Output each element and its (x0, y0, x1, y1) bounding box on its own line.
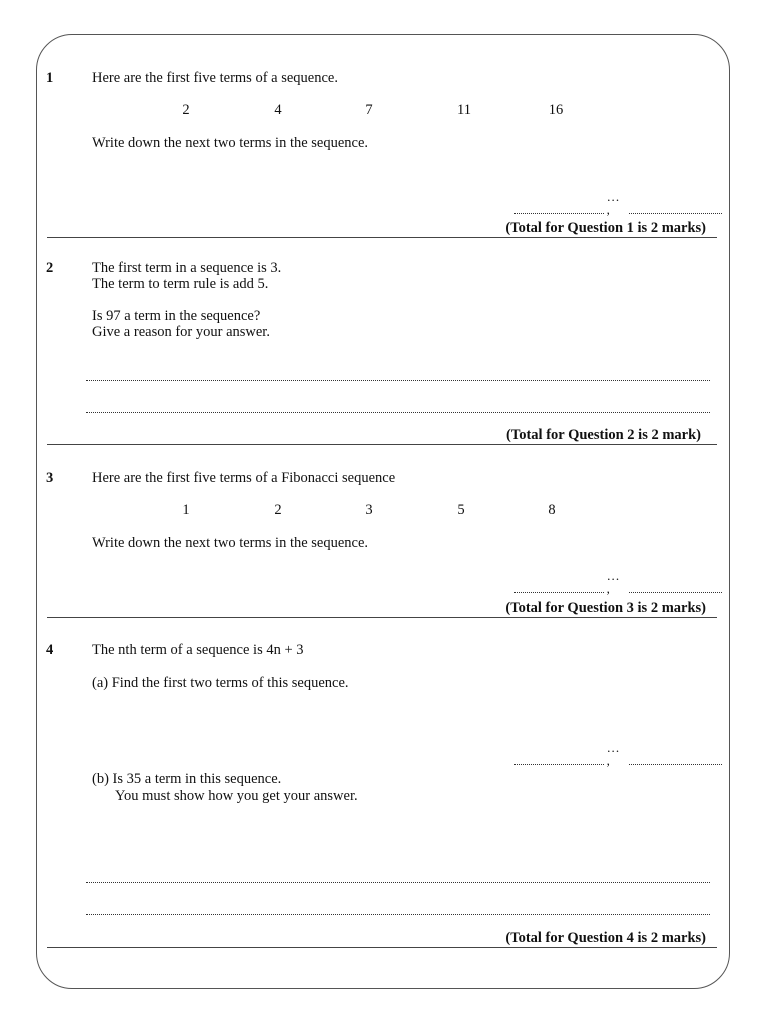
question-3-instruction: Write down the next two terms in the sequence. (92, 535, 369, 551)
q1-term-5: 16 (548, 102, 564, 118)
question-4-intro: The nth term of a sequence is 4n + 3 (92, 642, 304, 658)
q3-term-3: 3 (365, 502, 373, 518)
q4a-answer-separator: … , (606, 740, 620, 768)
question-3-intro: Here are the first five terms of a Fibonacci sequence (92, 470, 396, 486)
q4a-answer-blank-1[interactable] (514, 764, 604, 765)
question-4-part-b-line-2: You must show how you get your answer. (115, 788, 358, 804)
q4b-answer-line-1[interactable] (86, 882, 710, 883)
question-1-intro: Here are the first five terms of a sequence. (92, 70, 338, 86)
question-4-part-a: (a) Find the first two terms of this sequence. (92, 675, 349, 691)
question-2-line-4: Give a reason for your answer. (92, 324, 270, 340)
q1-term-3: 7 (365, 102, 373, 118)
question-2-line-1: The first term in a sequence is 3. (92, 260, 282, 276)
q1-answer-blank-1[interactable] (514, 213, 604, 214)
q3-term-2: 2 (274, 502, 282, 518)
question-2-divider (47, 444, 717, 445)
q1-term-1: 2 (182, 102, 190, 118)
q2-answer-line-2[interactable] (86, 412, 710, 413)
question-1-divider (47, 237, 717, 238)
question-4-part-b-line-1: (b) Is 35 a term in this sequence. (92, 771, 282, 787)
q4a-answer-line[interactable] (514, 740, 722, 768)
question-1-total: (Total for Question 1 is 2 marks) (505, 220, 706, 236)
q1-answer-separator: … , (606, 189, 620, 217)
q3-answer-separator: … , (606, 568, 620, 596)
q2-answer-line-1[interactable] (86, 380, 710, 381)
q4a-answer-blank-2[interactable] (629, 764, 722, 765)
question-2-line-3: Is 97 a term in the sequence? (92, 308, 261, 324)
question-4-number: 4 (46, 642, 54, 658)
q1-answer-blank-2[interactable] (629, 213, 722, 214)
question-3-number: 3 (46, 470, 54, 486)
question-4-divider (47, 947, 717, 948)
question-1-instruction: Write down the next two terms in the sequence. (92, 135, 369, 151)
q1-term-2: 4 (274, 102, 282, 118)
question-2-total: (Total for Question 2 is 2 mark) (506, 427, 701, 443)
q3-answer-blank-2[interactable] (629, 592, 722, 593)
q3-term-5: 8 (548, 502, 556, 518)
q1-term-4: 11 (457, 102, 471, 118)
q3-term-4: 5 (457, 502, 465, 518)
q4b-answer-line-2[interactable] (86, 914, 710, 915)
question-2-number: 2 (46, 260, 54, 276)
question-3-total: (Total for Question 3 is 2 marks) (505, 600, 706, 616)
question-4-total: (Total for Question 4 is 2 marks) (505, 930, 706, 946)
question-1-number: 1 (46, 70, 54, 86)
question-3-divider (47, 617, 717, 618)
q3-answer-blank-1[interactable] (514, 592, 604, 593)
q3-answer-line[interactable] (514, 568, 722, 596)
q3-term-1: 1 (182, 502, 190, 518)
question-2-line-2: The term to term rule is add 5. (92, 276, 269, 292)
q1-answer-line[interactable] (514, 189, 722, 217)
